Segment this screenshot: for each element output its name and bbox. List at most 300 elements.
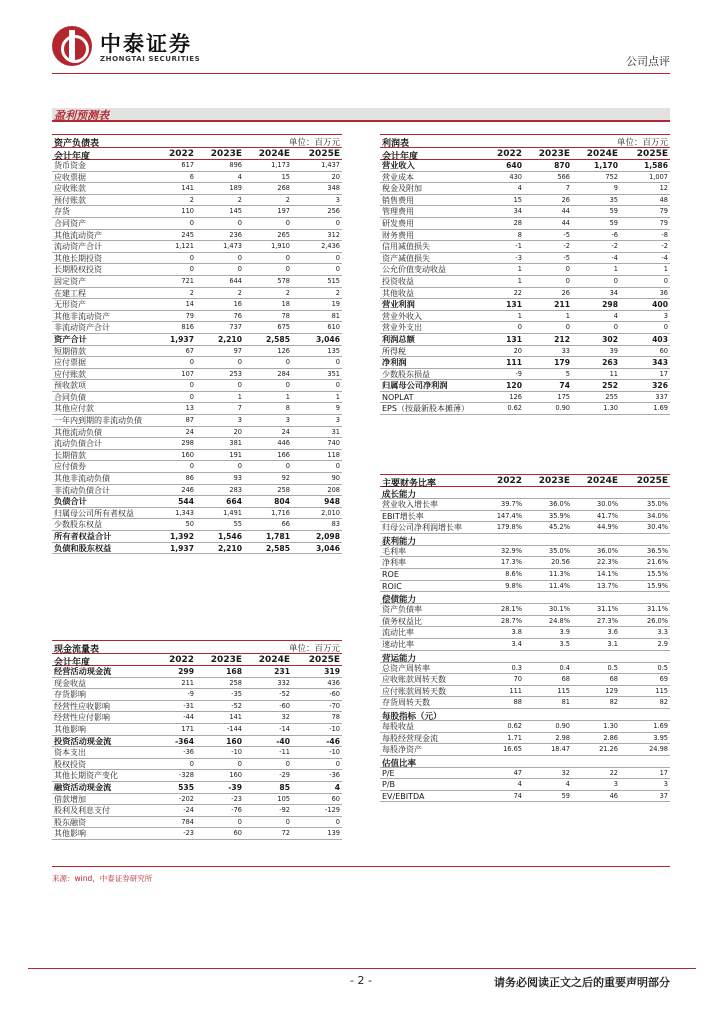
row-value: 22.3% bbox=[597, 558, 618, 567]
ratio-group-name: 成长能力 bbox=[382, 490, 417, 500]
table-row bbox=[52, 403, 342, 415]
table-row bbox=[380, 779, 670, 791]
row-value: 26 bbox=[561, 288, 570, 297]
row-value: 32.9% bbox=[501, 546, 522, 555]
year-col: 2022 bbox=[496, 476, 522, 486]
table-row bbox=[52, 172, 342, 184]
row-value: -92 bbox=[279, 806, 290, 815]
row-label: 资产减值损失 bbox=[382, 253, 430, 263]
row-label: 营业收入增长率 bbox=[382, 500, 438, 509]
table-row bbox=[380, 674, 670, 686]
row-value: -76 bbox=[231, 806, 242, 815]
row-value: 22 bbox=[513, 288, 522, 297]
row-value: 2 bbox=[285, 288, 290, 297]
row-value: 166 bbox=[277, 450, 290, 459]
table-row bbox=[52, 346, 342, 358]
report-type: 公司点评 bbox=[626, 55, 670, 68]
row-value: 72 bbox=[281, 829, 290, 838]
year-col: 2023E bbox=[538, 149, 570, 159]
row-value: 348 bbox=[327, 184, 340, 193]
row-value: 0 bbox=[663, 323, 668, 332]
row-value: 675 bbox=[277, 323, 290, 332]
row-label: 应付账款 bbox=[54, 369, 86, 379]
row-label: 应收账款 bbox=[54, 184, 86, 194]
row-value: -202 bbox=[179, 794, 194, 803]
cash-flow-table bbox=[52, 640, 342, 840]
row-value: -2 bbox=[661, 242, 668, 251]
row-label: 每股收益 bbox=[382, 721, 414, 731]
row-value: 2,098 bbox=[315, 532, 340, 541]
row-value: 15.5% bbox=[647, 569, 668, 578]
row-label: 税金及附加 bbox=[382, 184, 422, 194]
row-value: 68 bbox=[609, 675, 618, 684]
row-value: 82 bbox=[659, 698, 668, 707]
row-value: 120 bbox=[506, 381, 522, 391]
table-row bbox=[380, 183, 670, 195]
table-row bbox=[52, 473, 342, 485]
row-value: 3.9 bbox=[559, 628, 570, 637]
row-label: 负债合计 bbox=[54, 496, 87, 507]
row-value: 0 bbox=[285, 265, 290, 274]
table-row bbox=[380, 218, 670, 230]
row-label: 合同负债 bbox=[54, 392, 86, 402]
row-label: 预收款项 bbox=[54, 381, 86, 391]
table-row bbox=[52, 666, 342, 678]
table-row bbox=[380, 264, 670, 276]
row-value: 0 bbox=[189, 358, 194, 367]
table-row bbox=[380, 768, 670, 780]
footer-divider bbox=[28, 968, 696, 969]
row-value: 3.8 bbox=[511, 628, 522, 637]
row-value: 298 bbox=[602, 300, 618, 310]
table-row bbox=[380, 733, 670, 745]
row-value: 3.5 bbox=[559, 639, 570, 648]
row-label: 存货 bbox=[54, 207, 70, 217]
row-label: 股东融资 bbox=[54, 817, 86, 827]
row-value: 319 bbox=[324, 667, 340, 676]
table-row bbox=[380, 172, 670, 184]
row-value: 3 bbox=[663, 311, 668, 320]
table-row bbox=[380, 511, 670, 523]
table-row bbox=[52, 311, 342, 323]
row-value: 171 bbox=[181, 724, 194, 733]
row-value: 27.3% bbox=[597, 616, 618, 625]
row-label: 非流动资产合计 bbox=[54, 323, 110, 333]
row-value: 78 bbox=[281, 311, 290, 320]
table-row bbox=[52, 782, 342, 794]
row-label: 经营性应收影响 bbox=[54, 701, 110, 711]
row-label: 其他收益 bbox=[382, 288, 414, 298]
row-value: 2 bbox=[285, 195, 290, 204]
row-value: -11 bbox=[279, 748, 290, 757]
row-value: 36.0% bbox=[549, 500, 570, 508]
row-label: 存货周转天数 bbox=[382, 698, 430, 708]
row-value: 97 bbox=[233, 346, 242, 355]
row-value: 1 bbox=[663, 265, 668, 274]
year-col: 2025E bbox=[308, 655, 340, 665]
table-row bbox=[52, 712, 342, 724]
year-col: 2025E bbox=[636, 476, 668, 486]
row-value: -9 bbox=[187, 690, 194, 699]
table-row bbox=[380, 311, 670, 323]
row-value: 8 bbox=[517, 230, 522, 239]
row-value: 2 bbox=[335, 288, 340, 297]
row-value: 9 bbox=[613, 184, 618, 193]
row-value: 1,473 bbox=[223, 242, 242, 251]
year-col: 2023E bbox=[210, 655, 242, 665]
row-value: 76 bbox=[233, 311, 242, 320]
row-label: 固定资产 bbox=[54, 276, 86, 286]
row-label: 负债和股东权益 bbox=[54, 542, 112, 553]
table-row bbox=[380, 369, 670, 381]
income-statement-column-header bbox=[380, 147, 670, 160]
row-value: 255 bbox=[605, 392, 618, 401]
row-value: 79 bbox=[185, 311, 194, 320]
row-value: 212 bbox=[554, 334, 570, 344]
row-value: 0 bbox=[285, 462, 290, 471]
row-value: 0 bbox=[285, 253, 290, 262]
row-label: 其他应付款 bbox=[54, 404, 94, 414]
row-label: 股权投资 bbox=[54, 759, 86, 769]
row-value: 28.1% bbox=[501, 605, 522, 614]
row-value: 2,010 bbox=[321, 508, 340, 517]
row-label: 应付债券 bbox=[54, 462, 86, 472]
header-divider bbox=[52, 73, 670, 74]
row-value: 126 bbox=[277, 346, 290, 355]
row-value: 110 bbox=[181, 207, 194, 216]
row-value: 135 bbox=[327, 346, 340, 355]
row-value: 90 bbox=[331, 474, 340, 483]
row-value: 1 bbox=[517, 276, 522, 285]
row-value: 0.4 bbox=[559, 663, 570, 672]
table-row bbox=[52, 253, 342, 265]
table-row bbox=[380, 791, 670, 803]
row-value: 0 bbox=[237, 817, 242, 826]
row-label: 应收账款周转天数 bbox=[382, 675, 446, 685]
row-value: 0 bbox=[189, 759, 194, 768]
row-value: 24.98 bbox=[649, 745, 668, 754]
row-value: 88 bbox=[513, 698, 522, 707]
row-value: 1,491 bbox=[223, 508, 242, 517]
balance-sheet-header bbox=[52, 134, 342, 147]
row-value: 644 bbox=[229, 276, 242, 285]
row-value: 20.56 bbox=[551, 558, 570, 567]
row-value: -23 bbox=[231, 794, 242, 803]
row-label: 应付账款周转天数 bbox=[382, 686, 446, 696]
row-value: 30.1% bbox=[549, 605, 570, 614]
page-number: - 2 - bbox=[350, 974, 372, 987]
row-value: 179.8% bbox=[496, 523, 522, 532]
row-label: 融资活动现金流 bbox=[54, 781, 112, 792]
table-row bbox=[380, 616, 670, 628]
row-value: 3 bbox=[613, 780, 618, 789]
table-row bbox=[380, 604, 670, 616]
row-label: 流动比率 bbox=[382, 628, 414, 638]
row-label: 营业成本 bbox=[382, 172, 414, 182]
income-statement-unit: 单位：百万元 bbox=[616, 138, 668, 148]
row-value: 16 bbox=[233, 300, 242, 309]
row-label: 其他长期投资 bbox=[54, 253, 102, 263]
row-value: 6 bbox=[189, 172, 194, 181]
row-value: -24 bbox=[183, 806, 194, 815]
row-value: -52 bbox=[279, 690, 290, 699]
row-value: 2.9 bbox=[657, 639, 668, 648]
table-row bbox=[380, 288, 670, 300]
row-value: 87 bbox=[185, 416, 194, 425]
row-value: 145 bbox=[229, 207, 242, 216]
row-value: -39 bbox=[228, 782, 242, 792]
row-value: 2 bbox=[237, 195, 242, 204]
row-value: -52 bbox=[231, 701, 242, 710]
row-label: 资产合计 bbox=[54, 333, 87, 344]
row-label: 少数股东损益 bbox=[382, 369, 430, 379]
row-value: 111 bbox=[506, 358, 522, 368]
row-value: 1,546 bbox=[217, 532, 242, 541]
row-label: 营业收入 bbox=[382, 160, 415, 170]
table-row bbox=[380, 403, 670, 415]
row-value: -40 bbox=[276, 736, 290, 746]
table-row bbox=[52, 508, 342, 520]
row-value: 79 bbox=[659, 207, 668, 216]
row-value: -144 bbox=[227, 724, 242, 733]
row-value: 298 bbox=[181, 439, 194, 448]
row-value: 2 bbox=[189, 195, 194, 204]
row-value: 0 bbox=[237, 759, 242, 768]
row-value: 0 bbox=[189, 381, 194, 390]
row-value: 68 bbox=[561, 675, 570, 684]
row-value: 31.1% bbox=[597, 605, 618, 614]
row-value: 30.4% bbox=[647, 523, 668, 532]
row-label: 一年内到期的非流动负债 bbox=[54, 416, 142, 426]
row-value: 211 bbox=[181, 678, 194, 687]
row-value: 326 bbox=[652, 381, 668, 391]
financial-ratios-column-header bbox=[380, 474, 670, 487]
table-row bbox=[380, 522, 670, 534]
table-row bbox=[380, 299, 670, 311]
row-value: 85 bbox=[279, 782, 290, 792]
table-row bbox=[52, 701, 342, 713]
row-value: 59 bbox=[609, 218, 618, 227]
row-value: 211 bbox=[554, 300, 570, 310]
row-value: 263 bbox=[602, 358, 618, 368]
row-value: 0 bbox=[335, 218, 340, 227]
row-value: 544 bbox=[178, 497, 194, 507]
row-value: 0 bbox=[189, 265, 194, 274]
company-logo bbox=[52, 26, 232, 70]
row-value: 28 bbox=[513, 218, 522, 227]
row-value: 14 bbox=[185, 300, 194, 309]
row-value: 0 bbox=[335, 759, 340, 768]
row-value: 337 bbox=[655, 392, 668, 401]
row-value: 16.65 bbox=[503, 745, 522, 754]
row-value: -8 bbox=[661, 230, 668, 239]
row-value: 1.69 bbox=[653, 721, 668, 730]
year-col: 2025E bbox=[636, 149, 668, 159]
row-value: 0.90 bbox=[555, 721, 570, 730]
row-value: 139 bbox=[327, 829, 340, 838]
table-row bbox=[52, 392, 342, 404]
row-value: 664 bbox=[226, 497, 242, 507]
row-value: 256 bbox=[327, 207, 340, 216]
row-value: 20 bbox=[233, 427, 242, 436]
table-row bbox=[380, 686, 670, 698]
row-label: 流动资产合计 bbox=[54, 242, 102, 252]
row-value: 740 bbox=[327, 439, 340, 448]
row-value: -4 bbox=[661, 253, 668, 262]
row-value: 1,910 bbox=[271, 242, 290, 251]
row-label: 货币资金 bbox=[54, 161, 86, 170]
row-value: 515 bbox=[327, 276, 340, 285]
row-value: 26.0% bbox=[647, 616, 668, 625]
row-value: 0.3 bbox=[511, 663, 522, 672]
row-value: 2 bbox=[189, 288, 194, 297]
income-statement-header bbox=[380, 134, 670, 147]
row-value: 1 bbox=[517, 265, 522, 274]
table-row bbox=[380, 241, 670, 253]
row-value: 26 bbox=[561, 195, 570, 204]
row-value: 13.7% bbox=[597, 581, 618, 590]
row-value: 231 bbox=[274, 667, 290, 676]
row-label: 经营性应付影响 bbox=[54, 713, 110, 723]
table-row bbox=[380, 380, 670, 392]
row-value: 86 bbox=[185, 474, 194, 483]
row-label: 投资收益 bbox=[382, 276, 414, 286]
table-row bbox=[52, 736, 342, 748]
row-value: 1,937 bbox=[169, 543, 194, 553]
row-label: 归属母公司所有者权益 bbox=[54, 508, 134, 518]
row-value: 179 bbox=[554, 358, 570, 368]
row-value: 9 bbox=[335, 404, 340, 413]
row-value: 19 bbox=[331, 300, 340, 309]
row-label: 资产负债率 bbox=[382, 605, 422, 615]
table-row bbox=[52, 276, 342, 288]
row-label: 长期股权投资 bbox=[54, 265, 102, 275]
row-value: 21.26 bbox=[599, 745, 618, 754]
row-value: 784 bbox=[181, 817, 194, 826]
row-value: 83 bbox=[331, 520, 340, 529]
row-label: 所有者权益合计 bbox=[54, 531, 112, 541]
row-value: 0 bbox=[285, 218, 290, 227]
row-value: 610 bbox=[327, 323, 340, 332]
row-value: 268 bbox=[277, 184, 290, 193]
row-value: 721 bbox=[181, 276, 194, 285]
row-label: 其他非流动资产 bbox=[54, 311, 110, 321]
row-label: 预付账款 bbox=[54, 195, 86, 205]
row-value: 66 bbox=[281, 520, 290, 529]
row-label: NOPLAT bbox=[382, 392, 414, 402]
table-row bbox=[52, 485, 342, 497]
financial-ratios-table bbox=[380, 474, 670, 802]
row-value: 0 bbox=[565, 265, 570, 274]
row-label: EBIT增长率 bbox=[382, 511, 424, 521]
row-value: 115 bbox=[655, 686, 668, 695]
table-row bbox=[380, 569, 670, 581]
table-row bbox=[380, 160, 670, 172]
ratio-group-name: 营运能力 bbox=[382, 653, 417, 664]
row-value: 351 bbox=[327, 369, 340, 378]
row-value: 0 bbox=[663, 276, 668, 285]
row-value: 9.8% bbox=[505, 581, 522, 590]
table-row bbox=[380, 663, 670, 675]
row-value: 3.3 bbox=[657, 628, 668, 637]
ratio-group-name: 估值比率 bbox=[382, 758, 417, 769]
row-value: 1 bbox=[237, 392, 242, 401]
table-row bbox=[52, 770, 342, 782]
table-row bbox=[380, 346, 670, 358]
row-value: 35 bbox=[609, 195, 618, 204]
row-value: 129 bbox=[605, 686, 618, 695]
balance-sheet-title: 资产负债表 bbox=[54, 139, 100, 149]
row-label: 债务权益比 bbox=[382, 616, 422, 626]
row-value: 0 bbox=[285, 358, 290, 367]
row-value: 804 bbox=[274, 497, 290, 507]
ratio-group-header bbox=[380, 592, 670, 604]
row-value: 0 bbox=[335, 462, 340, 471]
row-label: 速动比率 bbox=[382, 639, 414, 649]
row-value: 1.69 bbox=[653, 404, 668, 413]
row-value: 12 bbox=[659, 184, 668, 193]
row-label: 经营活动现金流 bbox=[54, 666, 112, 676]
row-value: 60 bbox=[233, 829, 242, 838]
row-value: 0.62 bbox=[507, 721, 522, 730]
row-value: 44.9% bbox=[597, 523, 618, 532]
row-value: 816 bbox=[181, 323, 194, 332]
row-value: 20 bbox=[513, 346, 522, 355]
row-label: 无形资产 bbox=[54, 300, 86, 310]
row-value: 168 bbox=[226, 667, 242, 676]
row-value: 3 bbox=[285, 416, 290, 425]
row-value: 24 bbox=[281, 427, 290, 436]
table-row bbox=[380, 230, 670, 242]
ratio-group-header bbox=[380, 756, 670, 768]
row-label: 净利率 bbox=[382, 558, 406, 568]
row-value: 0 bbox=[613, 323, 618, 332]
row-value: 20 bbox=[331, 172, 340, 181]
row-value: 1,437 bbox=[321, 161, 340, 169]
row-value: -35 bbox=[231, 690, 242, 699]
row-value: 50 bbox=[185, 520, 194, 529]
row-value: 343 bbox=[652, 358, 668, 368]
row-value: 35.0% bbox=[549, 546, 570, 555]
row-value: 3.95 bbox=[653, 733, 668, 742]
row-value: 5 bbox=[565, 369, 570, 378]
row-value: -9 bbox=[515, 369, 522, 378]
row-value: -364 bbox=[174, 736, 194, 746]
row-value: 0 bbox=[189, 462, 194, 471]
row-value: 283 bbox=[229, 485, 242, 494]
row-value: 381 bbox=[229, 439, 242, 448]
row-value: 0 bbox=[335, 253, 340, 262]
row-value: -328 bbox=[179, 771, 194, 780]
row-label: 长期借款 bbox=[54, 450, 86, 460]
table-row bbox=[380, 721, 670, 733]
section-title bbox=[52, 108, 670, 122]
row-value: 160 bbox=[229, 771, 242, 780]
row-label: 研发费用 bbox=[382, 218, 414, 228]
year-col: 2023E bbox=[538, 476, 570, 486]
balance-sheet-table bbox=[52, 134, 342, 554]
row-value: 0 bbox=[285, 817, 290, 826]
row-value: 566 bbox=[557, 172, 570, 181]
row-value: 4 bbox=[517, 780, 522, 789]
row-value: 46 bbox=[609, 791, 618, 800]
table-row bbox=[52, 369, 342, 381]
table-row bbox=[52, 264, 342, 276]
row-label: 其他影响 bbox=[54, 829, 86, 839]
row-value: -3 bbox=[515, 253, 522, 262]
year-col: 2024E bbox=[586, 476, 618, 486]
row-label: 在建工程 bbox=[54, 288, 86, 298]
